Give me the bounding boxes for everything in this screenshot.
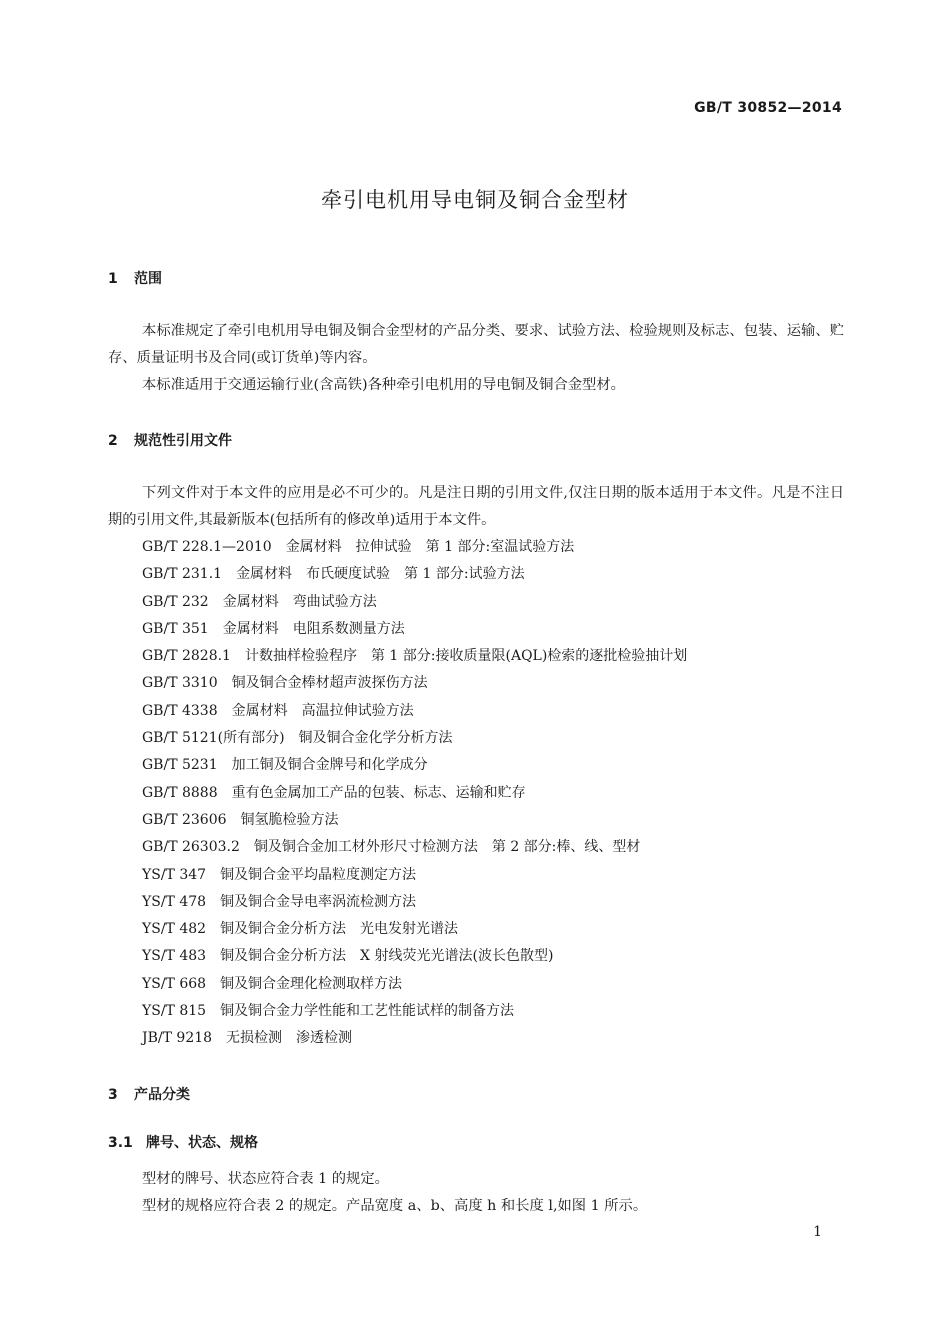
section-title: 范围 <box>134 271 162 287</box>
reference-name: 金属材料 布氏硬度试验 第 1 部分:试验方法 <box>236 566 525 583</box>
reference-name: 铜及铜合金理化检测取样方法 <box>220 975 403 992</box>
reference-item <box>142 643 687 670</box>
reference-item <box>142 589 687 616</box>
reference-code: GB/T 232 <box>142 593 209 610</box>
reference-item <box>142 561 687 588</box>
reference-name: 铜及铜合金力学性能和工艺性能试样的制备方法 <box>220 1003 515 1020</box>
reference-code: GB/T 2828.1 <box>142 648 231 665</box>
subsection-3-1-heading <box>108 1132 258 1152</box>
reference-item <box>142 698 687 725</box>
reference-item <box>142 807 687 834</box>
reference-item <box>142 971 687 998</box>
document-title: 牵引电机用导电铜及铜合金型材 <box>321 188 629 212</box>
reference-name: 铜及铜合金加工材外形尺寸检测方法 第 2 部分:棒、线、型材 <box>253 839 641 856</box>
reference-name: 加工铜及铜合金牌号和化学成分 <box>231 757 428 774</box>
reference-code: GB/T 351 <box>142 620 209 637</box>
section-2-heading <box>108 430 232 450</box>
reference-item <box>142 916 687 943</box>
reference-name: 金属材料 弯曲试验方法 <box>222 593 377 610</box>
reference-code: YS/T 815 <box>142 1003 207 1020</box>
reference-item <box>142 943 687 970</box>
reference-name: 无损检测 渗透检测 <box>226 1030 353 1047</box>
subsection-number: 3.1 <box>108 1135 133 1151</box>
reference-code: JB/T 9218 <box>142 1030 213 1047</box>
reference-name: 金属材料 高温拉伸试验方法 <box>231 702 414 719</box>
classification-line-2: 型材的规格应符合表 2 的规定。产品宽度 a、b、高度 h 和长度 l,如图 1 所示。 <box>142 1198 648 1214</box>
reference-item <box>142 725 687 752</box>
reference-name: 铜及铜合金棒材超声波探伤方法 <box>231 675 428 692</box>
section-1-heading <box>108 268 162 288</box>
subsection-title: 牌号、状态、规格 <box>146 1135 258 1151</box>
reference-code: YS/T 668 <box>142 975 207 992</box>
section-title: 产品分类 <box>134 1087 190 1103</box>
reference-item <box>142 752 687 779</box>
reference-name: 铜及铜合金分析方法 光电发射光谱法 <box>220 921 459 938</box>
page-number: 1 <box>813 1224 822 1240</box>
reference-code: YS/T 483 <box>142 948 207 965</box>
reference-name: 铜及铜合金化学分析方法 <box>298 730 453 747</box>
reference-code: GB/T 231.1 <box>142 566 223 583</box>
reference-name: 重有色金属加工产品的包装、标志、运输和贮存 <box>231 784 526 801</box>
reference-code: YS/T 478 <box>142 893 207 910</box>
reference-name: 铜氢脆检验方法 <box>240 811 339 828</box>
reference-name: 计数抽样检验程序 第 1 部分:接收质量限(AQL)检索的逐批检验抽计划 <box>244 648 688 665</box>
section-number: 3 <box>108 1087 118 1103</box>
section-number: 2 <box>108 433 118 449</box>
section-title: 规范性引用文件 <box>134 433 232 449</box>
reference-name: 铜及铜合金导电率涡流检测方法 <box>220 893 417 910</box>
reference-code: GB/T 4338 <box>142 702 218 719</box>
reference-code: YS/T 482 <box>142 921 207 938</box>
classification-line-1: 型材的牌号、状态应符合表 1 的规定。 <box>142 1171 389 1187</box>
reference-name: 金属材料 拉伸试验 第 1 部分:室温试验方法 <box>285 539 575 555</box>
reference-item <box>142 534 687 561</box>
reference-code: GB/T 228.1—2010 <box>142 539 272 555</box>
section-3-heading <box>108 1084 190 1104</box>
reference-code: GB/T 5121(所有部分) <box>142 730 285 747</box>
reference-code: GB/T 5231 <box>142 757 218 774</box>
scope-paragraph-1: 本标准规定了牵引电机用导电铜及铜合金型材的产品分类、要求、试验方法、检验规则及标志、包装、运输、贮存、质量证明书及合同(或订货单)等内容。 <box>108 323 844 366</box>
standard-number: GB/T 30852—2014 <box>694 100 842 116</box>
reference-code: YS/T 347 <box>142 866 207 883</box>
reference-item <box>142 998 687 1025</box>
reference-item <box>142 834 687 861</box>
reference-item <box>142 889 687 916</box>
reference-code: GB/T 3310 <box>142 675 218 692</box>
scope-paragraph-2: 本标准适用于交通运输行业(含高铁)各种牵引电机用的导电铜及铜合金型材。 <box>142 377 625 393</box>
reference-item <box>142 1025 687 1052</box>
reference-item <box>142 616 687 643</box>
reference-list <box>142 534 687 1053</box>
reference-item <box>142 862 687 889</box>
reference-code: GB/T 23606 <box>142 811 227 828</box>
reference-name: 铜及铜合金分析方法 X 射线荧光光谱法(波长色散型) <box>220 948 554 965</box>
reference-name: 铜及铜合金平均晶粒度测定方法 <box>220 866 417 883</box>
reference-item <box>142 780 687 807</box>
reference-code: GB/T 8888 <box>142 784 218 801</box>
reference-item <box>142 670 687 697</box>
reference-name: 金属材料 电阻系数测量方法 <box>222 620 405 637</box>
reference-code: GB/T 26303.2 <box>142 839 240 856</box>
section-number: 1 <box>108 271 118 287</box>
references-intro: 下列文件对于本文件的应用是必不可少的。凡是注日期的引用文件,仅注日期的版本适用于本文件。凡是不注日期的引用文件,其最新版本(包括所有的修改单)适用于本文件。 <box>108 485 844 528</box>
